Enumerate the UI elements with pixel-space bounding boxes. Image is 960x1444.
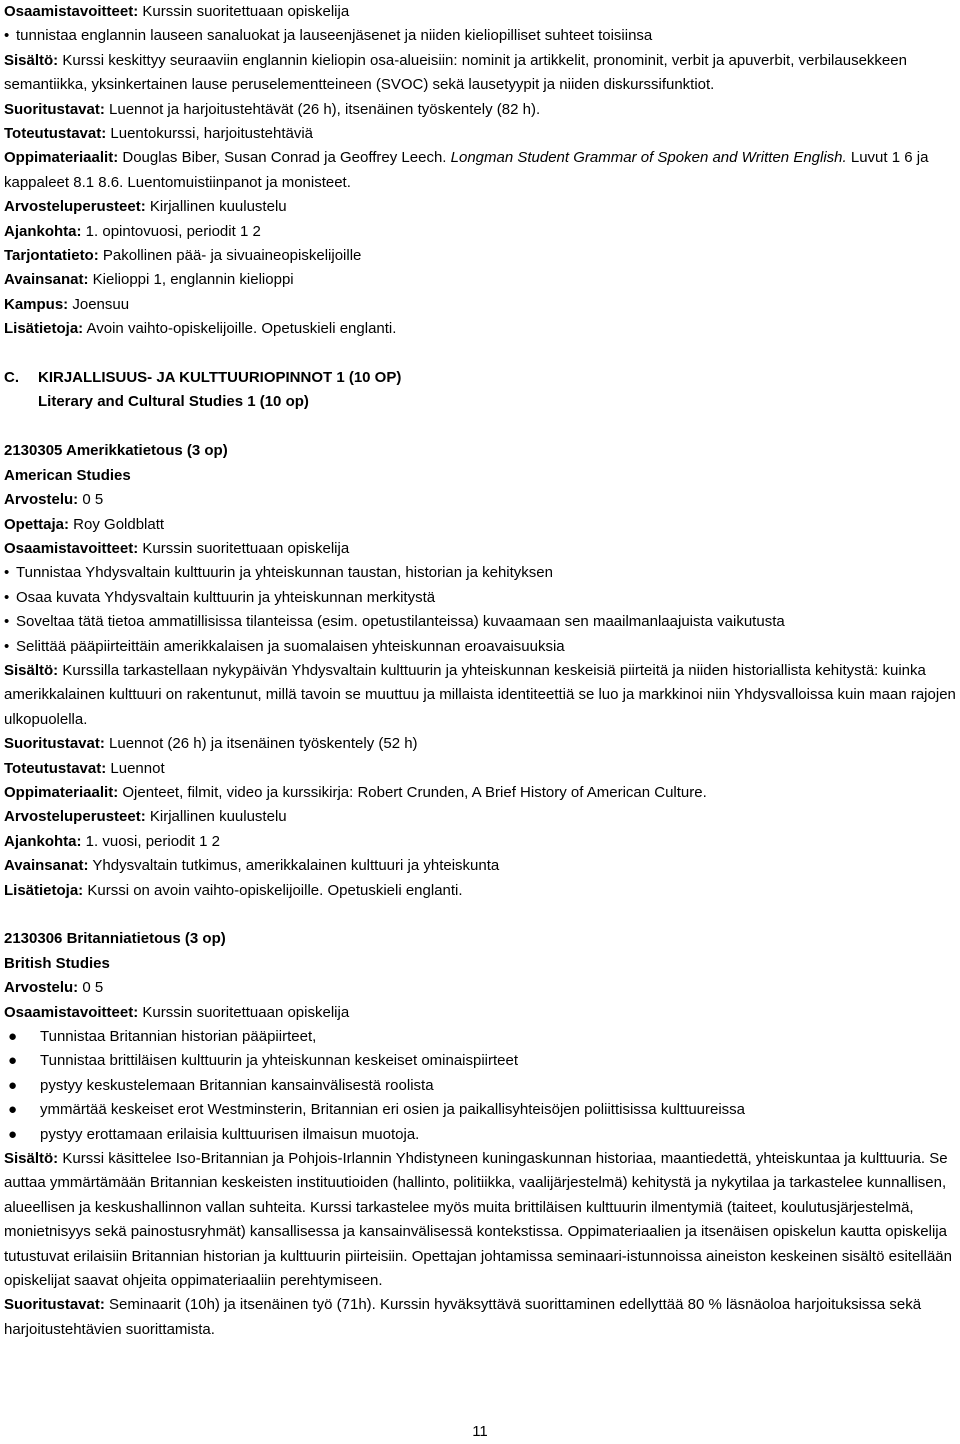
field-value: Avoin vaihto-opiskelijoille. Opetuskieli englanti.: [83, 320, 397, 338]
field-label: Tarjontatieto:: [4, 247, 99, 265]
course-subtitle: British Studies: [4, 954, 110, 972]
section-title: KIRJALLISUUS- JA KULTTUURIOPINNOT 1 (10 OP): [38, 369, 402, 387]
section-subtitle: Literary and Cultural Studies 1 (10 op): [38, 393, 309, 411]
field-value: Kurssin suoritettuaan opiskelija: [138, 3, 350, 20]
field-label: Ajankohta:: [4, 222, 82, 240]
grading-row: [4, 976, 956, 1000]
field-label: Arvostelu:: [4, 979, 79, 997]
list-item-text: Tunnistaa Britannian historian pääpiirteet,: [40, 1028, 317, 1046]
list-item: [4, 1098, 956, 1122]
field-value: Ojenteet, filmit, video ja kurssikirja: Robert Crunden, A Brief History of American Culture.: [118, 783, 707, 801]
grading-row: [4, 488, 956, 512]
course-british-studies: [4, 927, 956, 1342]
objectives-row: [4, 1001, 956, 1025]
course-subtitle: American Studies: [4, 466, 131, 484]
content-paragraph: [4, 1147, 956, 1293]
bullet-icon: ●: [8, 1101, 18, 1119]
spacer: [4, 342, 956, 366]
field-value: Kirjallinen kuulustelu: [145, 198, 287, 216]
field-value: 0 5: [78, 979, 104, 997]
bullet-icon: •: [4, 613, 10, 631]
field-value: Luennot ja harjoitustehtävät (26 h), itsenäinen työskentely (82 h).: [104, 100, 541, 118]
modes-row: [4, 732, 956, 756]
field-value: Kielioppi 1, englannin kielioppi: [88, 271, 294, 289]
list-item: [4, 610, 956, 634]
field-label: Sisältö:: [4, 661, 59, 679]
field-value: Seminaarit (10h) ja itsenäinen työ (71h). Kurssin hyväksyttävä suorittaminen edellyttää 80 % läsnäoloa harjoituksissa sekä harjoitustehtävien suorittamista.: [4, 1296, 922, 1338]
field-label: Osaamistavoitteet:: [4, 1003, 139, 1021]
field-label: Osaamistavoitteet:: [4, 3, 139, 20]
teacher-row: [4, 513, 956, 537]
field-label: Toteutustavat:: [4, 125, 107, 143]
field-value: Kirjallinen kuulustelu: [145, 808, 287, 826]
list-item: [4, 561, 956, 585]
field-label: Suoritustavat:: [4, 1296, 105, 1314]
list-item: [4, 635, 956, 659]
field-label: Osaamistavoitteet:: [4, 539, 139, 557]
field-value: Kurssi on avoin vaihto-opiskelijoille. Opetuskieli englanti.: [83, 881, 463, 899]
timing-row: [4, 830, 956, 854]
bullet-icon: •: [4, 564, 10, 582]
info-row: [4, 317, 956, 341]
field-label: Toteutustavat:: [4, 759, 107, 777]
offering-row: [4, 244, 956, 268]
content-paragraph: [4, 659, 956, 732]
field-value-tail: Luvut 1 6 ja kappaleet 8.1 8.6. Luentomuistiinpanot ja monisteet.: [4, 149, 929, 191]
list-item-text: Tunnistaa brittiläisen kulttuurin ja yhteiskunnan keskeiset ominaispiirteet: [40, 1052, 519, 1070]
top-course-section: [4, 0, 956, 342]
field-value: Luentokurssi, harjoitustehtäviä: [106, 125, 314, 143]
timing-row: [4, 220, 956, 244]
field-value: Douglas Biber, Susan Conrad ja Geoffrey Leech.: [118, 149, 451, 167]
modes-row: [4, 1293, 956, 1342]
list-item: [4, 24, 956, 48]
list-item-text: Soveltaa tätä tietoa ammatillisissa tilanteissa (esim. opetustilanteissa) kuvaamaan sen maailmanlaajuista vaikutusta: [16, 613, 785, 631]
field-value: Yhdysvaltain tutkimus, amerikkalainen kulttuuri ja yhteiskunta: [88, 857, 500, 875]
list-item-text: tunnistaa englannin lauseen sanaluokat ja lauseenjäsenet ja niiden kieliopilliset suhteet toisiinsa: [16, 27, 653, 45]
list-item-text: Osaa kuvata Yhdysvaltain kulttuurin ja yhteiskunnan merkitystä: [16, 588, 436, 606]
bullet-icon: ●: [8, 1028, 18, 1046]
field-label: Sisältö:: [4, 1150, 59, 1168]
field-label: Lisätietoja:: [4, 881, 84, 899]
list-item: [4, 1123, 956, 1147]
field-value: Joensuu: [68, 295, 130, 313]
criteria-row: [4, 195, 956, 219]
spacer: [4, 903, 956, 927]
course-title: 2130305 Amerikkatietous (3 op): [4, 442, 228, 460]
field-label: Kampus:: [4, 295, 69, 313]
field-label: Avainsanat:: [4, 271, 89, 289]
keywords-row: [4, 268, 956, 292]
field-label: Ajankohta:: [4, 832, 82, 850]
campus-row: [4, 293, 956, 317]
field-value: Luennot (26 h) ja itsenäinen työskentely (52 h): [104, 735, 418, 753]
field-value: Kurssin suoritettuaan opiskelija: [138, 539, 350, 557]
spacer: [4, 415, 956, 439]
bullet-icon: •: [4, 27, 10, 45]
list-item: [4, 1074, 956, 1098]
field-label: Suoritustavat:: [4, 100, 105, 118]
list-item-text: Selittää pääpiirteittäin amerikkalaisen ja suomalaisen yhteiskunnan eroavaisuuksia: [16, 637, 565, 655]
bullet-icon: ●: [8, 1052, 18, 1070]
field-value: Kurssi käsittelee Iso-Britannian ja Pohjois-Irlannin Yhdistyneen kuningaskunnan historiaa, maantiedettä, yhteiskuntaa ja kulttuuria. Se auttaa ymmärtämään Britannian keskeisten instituutioiden (hallinto, politiikka, vaalijärjestelmä) kehitystä ja nykytilaa ja tarkastelee kunnallisen, alueellisen ja keskushallinnon vallan suhteita. Kurssi tarkastelee myös muita brittiläisen kulttuurin ilmentymiä (taiteet, koulutusjärjestelmä, monietnisyys sekä painostusryhmät) kansallisessa ja kansainvälisessä kontekstissa. Oppimateriaalien ja itsenäisen opiskelun kautta opiskelija tutustuvat erilaisiin Britannian historian ja kulttuurin piirteisiin. Opettajan johtamissa seminaari-istunnoissa aineiston keskeinen sisältö esitellään opiskelijat saavat ohjeita oppimateriaaliin perehtymiseen.: [4, 1150, 952, 1290]
field-value: Kurssin suoritettuaan opiskelija: [138, 1003, 350, 1021]
field-value: Kurssilla tarkastellaan nykypäivän Yhdysvaltain kulttuurin ja yhteiskunnan keskeisiä piirteitä ja niiden historiallista kehitystä: kuinka amerikkalainen kulttuuri on rakentunut, millä tavoin se muuttuu ja millaista identiteettiä se luo ja markkinoi niin Yhdysvalloissa kuin maan rajojen ulkopuolella.: [4, 661, 956, 728]
field-label: Opettaja:: [4, 515, 70, 533]
section-heading: [4, 366, 956, 415]
modes-row: [4, 98, 956, 122]
field-label: Sisältö:: [4, 51, 59, 69]
list-item-text: ymmärtää keskeiset erot Westminsterin, Britannian eri osien ja paikallisyhteisöjen poliittisissa kulttuureissa: [40, 1101, 746, 1119]
field-value: Roy Goldblatt: [69, 515, 165, 533]
page-number: 11: [472, 1423, 488, 1440]
field-label: Suoritustavat:: [4, 735, 105, 753]
field-label: Arvosteluperusteet:: [4, 198, 146, 216]
course-title: 2130306 Britanniatietous (3 op): [4, 930, 226, 948]
list-item-text: Tunnistaa Yhdysvaltain kulttuurin ja yhteiskunnan taustan, historian ja kehityksen: [16, 564, 553, 582]
criteria-row: [4, 805, 956, 829]
bullet-icon: ●: [8, 1125, 18, 1143]
field-label: Lisätietoja:: [4, 320, 84, 338]
field-label: Arvostelu:: [4, 491, 79, 509]
objectives-row: [4, 537, 956, 561]
field-label: Arvosteluperusteet:: [4, 808, 146, 826]
list-item: [4, 1049, 956, 1073]
field-value: Pakollinen pää- ja sivuaineopiskelijoille: [98, 247, 362, 265]
objectives-row: [4, 0, 956, 24]
course-american-studies: [4, 439, 956, 903]
book-title: Longman Student Grammar of Spoken and Written English.: [450, 149, 847, 167]
list-item-text: pystyy keskustelemaan Britannian kansainvälisestä roolista: [40, 1076, 434, 1094]
implementation-row: [4, 757, 956, 781]
keywords-row: [4, 854, 956, 878]
field-value: Kurssi keskittyy seuraaviin englannin kieliopin osa-alueisiin: nominit ja artikkelit, pronominit, verbit ja apuverbit, verbilausekkeen semantiikka, yksinkertainen lause peruselementteineen (SVOC) sekä lausetyypit ja niiden diskurssifunktiot.: [4, 51, 907, 94]
field-label: Avainsanat:: [4, 857, 89, 875]
bullet-icon: •: [4, 588, 10, 606]
field-label: Oppimateriaalit:: [4, 783, 119, 801]
list-item-text: pystyy erottamaan erilaisia kulttuurisen ilmaisun muotoja.: [40, 1125, 420, 1143]
field-value: Luennot: [106, 759, 165, 777]
field-value: 1. opintovuosi, periodit 1 2: [81, 222, 261, 240]
bullet-icon: •: [4, 637, 10, 655]
list-item: [4, 586, 956, 610]
field-label: Oppimateriaalit:: [4, 149, 119, 167]
list-item: [4, 1025, 956, 1049]
field-value: 1. vuosi, periodit 1 2: [81, 832, 220, 850]
section-letter: C.: [4, 369, 19, 387]
field-value: 0 5: [78, 491, 104, 509]
info-row: [4, 879, 956, 903]
materials-row: [4, 146, 956, 195]
materials-row: [4, 781, 956, 805]
bullet-icon: ●: [8, 1076, 18, 1094]
implementation-row: [4, 122, 956, 146]
content-paragraph: [4, 49, 956, 98]
